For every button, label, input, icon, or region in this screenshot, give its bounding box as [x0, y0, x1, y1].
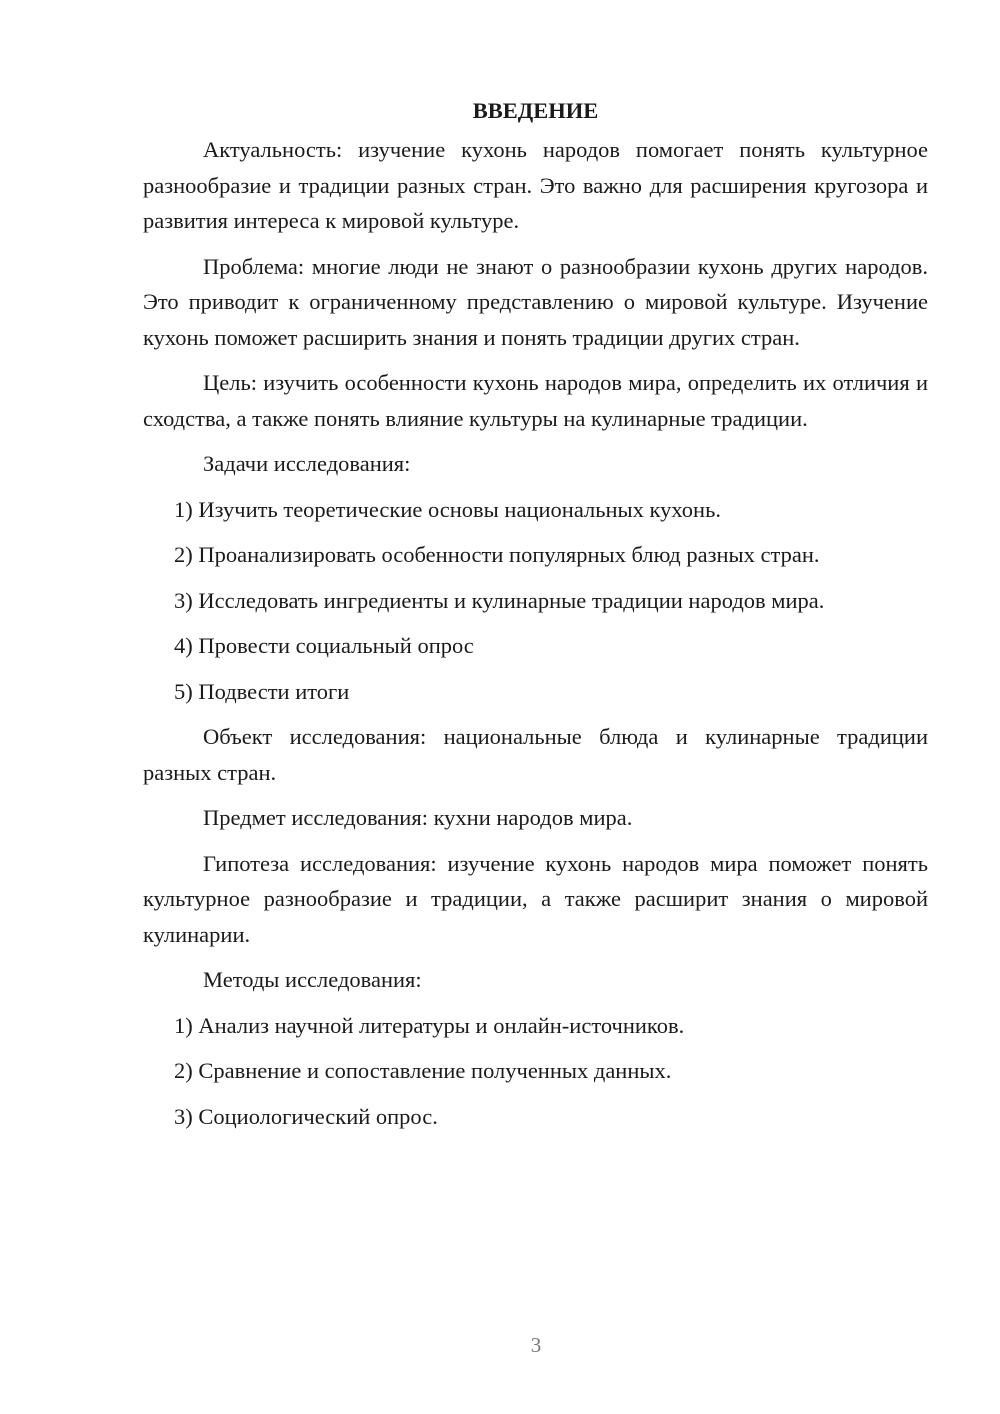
relevance-paragraph: Актуальность: изучение кухонь народов помогает понять культурное разнообразие и традиции разных стран. Это важно для расширения кругозора и развития интереса к мировой культуре.	[143, 137, 928, 233]
page-content	[143, 96, 928, 1144]
task-item-4: 4) Провести социальный опрос	[174, 633, 474, 658]
methods-heading: Методы исследования:	[203, 967, 422, 992]
section-title: ВВЕДЕНИЕ	[472, 98, 599, 123]
page-number: 3	[530, 1333, 542, 1357]
task-item-3: 3) Исследовать ингредиенты и кулинарные традиции народов мира.	[174, 587, 825, 613]
task-item-2: 2) Проанализировать особенности популярных блюд разных стран.	[174, 542, 820, 567]
method-item-2: 2) Сравнение и сопоставление полученных данных.	[174, 1058, 672, 1083]
problem-paragraph: Проблема: многие люди не знают о разнообразии кухонь других народов. Это приводит к ограниченному представлению о мировой культуре. Изучение кухонь поможет расширить знания и понять традиции других стран.	[143, 253, 928, 350]
tasks-heading: Задачи исследования:	[203, 451, 411, 476]
hypothesis-paragraph: Гипотеза исследования: изучение кухонь народов мира поможет понять культурное разнообразие и традиции, а также расширит знания о мировой кулинарии.	[143, 850, 928, 947]
object-paragraph: Объект исследования: национальные блюда и кулинарные традиции разных стран.	[143, 724, 928, 785]
goal-paragraph: Цель: изучить особенности кухонь народов мира, определить их отличия и сходства, а также понять влияние культуры на кулинарные традиции.	[143, 370, 928, 431]
task-item-1: 1) Изучить теоретические основы национальных кухонь.	[174, 496, 721, 522]
method-item-3: 3) Социологический опрос.	[174, 1103, 438, 1129]
subject-paragraph: Предмет исследования: кухни народов мира.	[203, 805, 633, 830]
task-item-5: 5) Подвести итоги	[174, 678, 350, 704]
method-item-1: 1) Анализ научной литературы и онлайн-источников.	[174, 1012, 685, 1038]
